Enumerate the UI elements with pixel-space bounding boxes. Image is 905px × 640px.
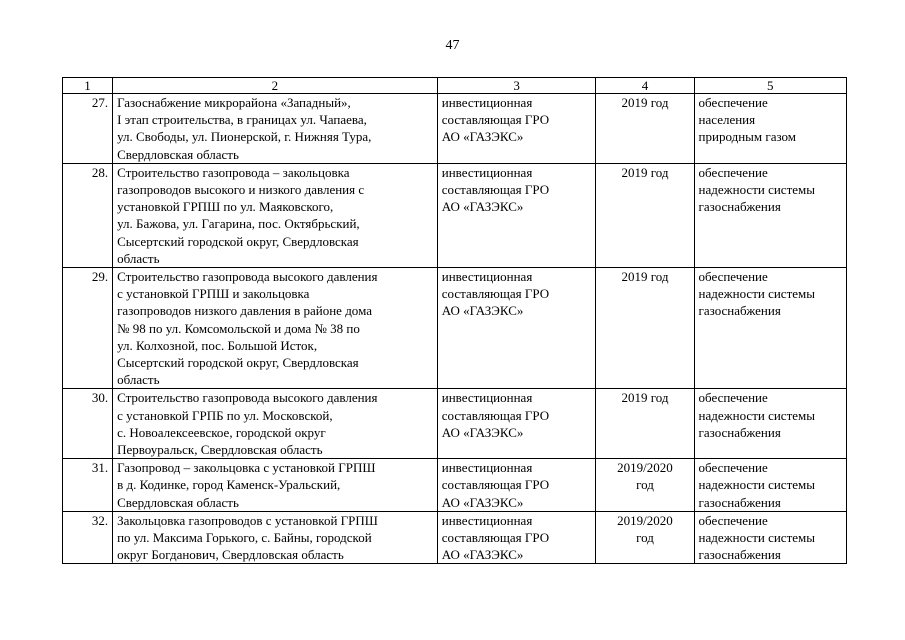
row-number: 30. xyxy=(63,389,113,459)
funding-source-cell xyxy=(437,511,596,564)
cell-text-line: округ Богданович, Свердловская область xyxy=(117,547,344,563)
cell-text-line: инвестиционная xyxy=(441,390,533,406)
year-cell xyxy=(596,511,694,564)
cell-text-line: Газоснабжение микрорайона «Западный», xyxy=(117,95,351,110)
column-header: 4 xyxy=(596,78,694,94)
cell-text-line: Закольцовка газопроводов с установкой ГРПШ xyxy=(117,512,378,528)
cell-text-line: обеспечение xyxy=(698,390,768,406)
funding-source-cell xyxy=(437,94,596,164)
cell-text-line: в д. Кодинке, город Каменск-Уральский, xyxy=(117,477,341,493)
cell-text-line: Газопровод – закольцовка с установкой ГРПШ xyxy=(117,460,376,476)
column-header: 2 xyxy=(113,78,438,94)
cell-text-line: надежности системы xyxy=(698,477,815,493)
cell-text-line: газоснабжения xyxy=(698,424,781,440)
cell-text-line: Сысертский городской округ, Свердловская xyxy=(117,233,359,249)
cell-text-line: АО «ГАЗЭКС» xyxy=(441,424,524,440)
project-name-cell xyxy=(113,459,438,512)
project-name-cell xyxy=(113,389,438,459)
project-name-cell xyxy=(113,511,438,564)
project-name-cell xyxy=(113,268,438,389)
cell-text-line: № 98 по ул. Комсомольской и дома № 38 по xyxy=(117,320,360,336)
cell-text-line: 2019/2020 xyxy=(617,512,673,528)
purpose-cell xyxy=(694,459,846,512)
table-row xyxy=(63,268,847,389)
purpose-cell xyxy=(694,389,846,459)
cell-text-line: газоснабжения xyxy=(698,494,781,510)
purpose-cell xyxy=(694,268,846,389)
cell-text-line: 2019 год xyxy=(621,390,669,406)
document-table xyxy=(62,77,847,564)
cell-text-line: обеспечение xyxy=(698,164,768,180)
cell-text-line: с установкой ГРПШ и закольцовка xyxy=(117,286,310,302)
cell-text-line: год xyxy=(636,477,654,493)
year-cell xyxy=(596,163,694,267)
funding-source-cell xyxy=(437,163,596,267)
cell-text-line: по ул. Максима Горького, с. Байны, городской xyxy=(117,530,372,546)
cell-text-line: составляющая ГРО xyxy=(441,112,550,128)
funding-source-cell xyxy=(437,389,596,459)
cell-text-line: АО «ГАЗЭКС» xyxy=(441,547,524,563)
cell-text-line: год xyxy=(636,530,654,546)
cell-text-line: надежности системы xyxy=(698,286,815,302)
cell-text-line: обеспечение xyxy=(698,460,768,476)
cell-text-line: 2019 год xyxy=(621,269,669,285)
column-header: 1 xyxy=(63,78,113,94)
cell-text-line: обеспечение xyxy=(698,269,768,285)
funding-source-cell xyxy=(437,459,596,512)
column-header: 3 xyxy=(437,78,596,94)
cell-text-line: Строительство газопровода – закольцовка xyxy=(117,164,350,180)
table-body xyxy=(63,94,847,564)
row-number: 32. xyxy=(63,511,113,564)
cell-text-line: составляющая ГРО xyxy=(441,407,550,423)
cell-text-line: газоснабжения xyxy=(698,199,781,215)
cell-text-line: Строительство газопровода высокого давления xyxy=(117,390,378,406)
cell-text-line: инвестиционная xyxy=(441,460,533,476)
cell-text-line: газопроводов высокого и низкого давления с xyxy=(117,182,365,198)
cell-text-line: Свердловская область xyxy=(117,494,239,510)
cell-text-line: инвестиционная xyxy=(441,95,533,110)
project-name-cell xyxy=(113,94,438,164)
purpose-cell xyxy=(694,94,846,164)
cell-text-line: область xyxy=(117,250,160,266)
cell-text-line: составляющая ГРО xyxy=(441,286,550,302)
table-row xyxy=(63,459,847,512)
cell-text-line: с. Новоалексеевское, городской округ xyxy=(117,424,326,440)
cell-text-line: Сысертский городской округ, Свердловская xyxy=(117,355,359,371)
row-number: 29. xyxy=(63,268,113,389)
column-header: 5 xyxy=(694,78,846,94)
cell-text-line: составляющая ГРО xyxy=(441,182,550,198)
cell-text-line: I этап строительства, в границах ул. Чапаева, xyxy=(117,112,367,128)
purpose-cell xyxy=(694,511,846,564)
cell-text-line: составляющая ГРО xyxy=(441,530,550,546)
year-cell xyxy=(596,268,694,389)
cell-text-line: надежности системы xyxy=(698,407,815,423)
cell-text-line: АО «ГАЗЭКС» xyxy=(441,303,524,319)
table-row xyxy=(63,94,847,164)
cell-text-line: газоснабжения xyxy=(698,547,781,563)
cell-text-line: область xyxy=(117,372,160,388)
cell-text-line: инвестиционная xyxy=(441,164,533,180)
year-cell xyxy=(596,94,694,164)
table-row xyxy=(63,511,847,564)
year-cell xyxy=(596,459,694,512)
cell-text-line: Строительство газопровода высокого давления xyxy=(117,269,378,285)
cell-text-line: АО «ГАЗЭКС» xyxy=(441,494,524,510)
row-number: 31. xyxy=(63,459,113,512)
cell-text-line: Первоуральск, Свердловская область xyxy=(117,442,323,458)
cell-text-line: 2019/2020 xyxy=(617,460,673,476)
cell-text-line: населения xyxy=(698,112,756,128)
purpose-cell xyxy=(694,163,846,267)
table-row xyxy=(63,389,847,459)
page-number: 47 xyxy=(445,38,460,53)
cell-text-line: АО «ГАЗЭКС» xyxy=(441,129,524,145)
year-cell xyxy=(596,389,694,459)
cell-text-line: установкой ГРПШ по ул. Маяковского, xyxy=(117,199,334,215)
cell-text-line: ул. Колхозной, пос. Большой Исток, xyxy=(117,337,318,353)
row-number: 28. xyxy=(63,163,113,267)
row-number: 27. xyxy=(63,94,113,164)
cell-text-line: инвестиционная xyxy=(441,269,533,285)
cell-text-line: газоснабжения xyxy=(698,303,781,319)
cell-text-line: составляющая ГРО xyxy=(441,477,550,493)
cell-text-line: 2019 год xyxy=(621,164,669,180)
table-row xyxy=(63,163,847,267)
cell-text-line: обеспечение xyxy=(698,512,768,528)
cell-text-line: с установкой ГРПБ по ул. Московской, xyxy=(117,407,333,423)
cell-text-line: надежности системы xyxy=(698,530,815,546)
cell-text-line: Свердловская область xyxy=(117,146,239,162)
funding-source-cell xyxy=(437,268,596,389)
project-name-cell xyxy=(113,163,438,267)
cell-text-line: 2019 год xyxy=(621,95,669,110)
cell-text-line: инвестиционная xyxy=(441,512,533,528)
table-header-row xyxy=(63,78,847,94)
cell-text-line: природным газом xyxy=(698,129,797,145)
cell-text-line: ул. Бажова, ул. Гагарина, пос. Октябрьский, xyxy=(117,216,360,232)
cell-text-line: АО «ГАЗЭКС» xyxy=(441,199,524,215)
cell-text-line: обеспечение xyxy=(698,95,768,110)
cell-text-line: надежности системы xyxy=(698,182,815,198)
cell-text-line: ул. Свободы, ул. Пионерской, г. Нижняя Тура, xyxy=(117,129,372,145)
cell-text-line: газопроводов низкого давления в районе дома xyxy=(117,303,372,319)
